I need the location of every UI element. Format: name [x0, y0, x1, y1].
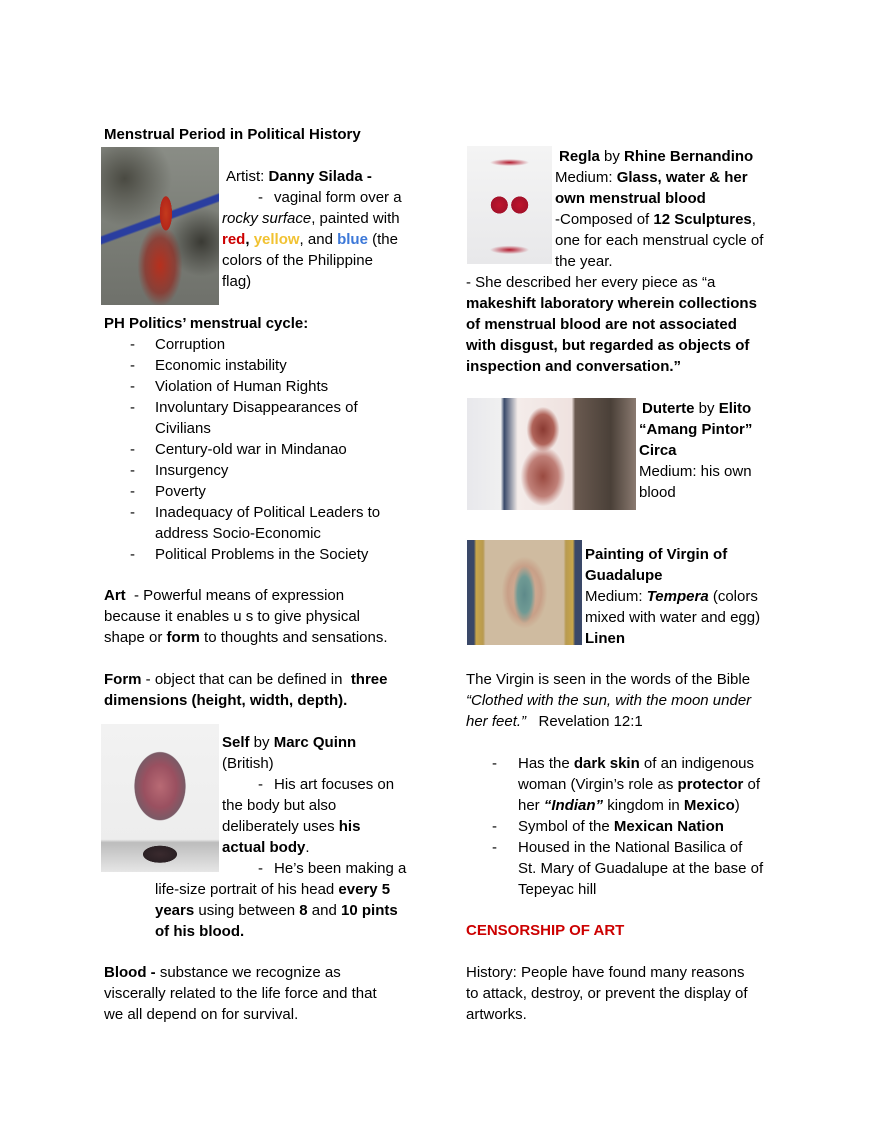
text: 12 Sculptures: [653, 211, 752, 228]
list-item: Corruption: [155, 336, 226, 353]
form-definition-line2: dimensions (height, width, depth).: [104, 692, 348, 709]
text: of: [743, 776, 761, 793]
bullet-dash: -: [130, 462, 135, 479]
text: , painted with: [311, 210, 400, 227]
duterte-painting-image: [467, 398, 636, 510]
text: of an indigenous: [639, 755, 755, 772]
virgin-quote-line1: “Clothed with the sun, with the moon under: [466, 692, 752, 709]
text: , and: [299, 231, 338, 248]
rocky-surface-text: rocky surface: [222, 210, 312, 227]
regla-quote-line: of menstrual blood are not associated: [466, 316, 737, 333]
regla-quote-line: makeshift laboratory wherein collections: [466, 295, 757, 312]
text: shape or: [104, 629, 167, 646]
list-item: Insurgency: [155, 462, 229, 479]
self-sculpture-image: [101, 724, 219, 872]
text: ,: [751, 211, 756, 228]
regla-medium-line2: own menstrual blood: [555, 190, 706, 207]
list-item: Century-old war in Mindanao: [155, 441, 347, 458]
duterte-artist-nickname: “Amang Pintor”: [639, 421, 753, 438]
duterte-circa: Circa: [639, 442, 677, 459]
virgin-quote-line2: [466, 711, 643, 732]
bible-reference: Revelation 12:1: [526, 713, 643, 730]
silada-desc-line1: vaginal form over a: [274, 189, 402, 206]
self-bullet1-line2: the body but also: [222, 797, 337, 814]
blood-definition-line2: viscerally related to the life force and that: [104, 985, 377, 1002]
artist-name: Elito: [718, 400, 752, 417]
artist-label: Artist:: [226, 168, 269, 185]
bullet-dash: -: [492, 839, 497, 856]
text: to thoughts and sensations.: [199, 629, 388, 646]
censorship-line3: artworks.: [466, 1006, 527, 1023]
bullet-dash: -: [492, 755, 497, 772]
bullet-dash: -: [130, 441, 135, 458]
self-bullet2-line1: He’s been making a: [274, 860, 407, 877]
bullet-dash: -: [130, 546, 135, 563]
self-bullet2-line2: [155, 879, 390, 900]
blood-definition-line1: [104, 962, 341, 983]
list-item-continuation: Civilians: [155, 420, 211, 437]
silada-colors-line: [222, 229, 398, 250]
text: woman (Virgin’s role as: [518, 776, 678, 793]
text: protector: [677, 776, 744, 793]
text: her: [518, 797, 544, 814]
bullet-dash: -: [258, 860, 263, 877]
regla-quote-intro: - She described her every piece as “a: [466, 274, 716, 291]
section-title: Menstrual Period in Political History: [104, 126, 361, 143]
artwork-title: Regla: [559, 148, 600, 165]
text: substance we recognize as: [155, 964, 341, 981]
text: dark skin: [573, 755, 640, 772]
text: by: [599, 148, 625, 165]
guadalupe-painting-image: [467, 540, 582, 645]
text: ): [734, 797, 740, 814]
text: ,: [245, 231, 254, 248]
guadalupe-title-line2: Guadalupe: [585, 567, 663, 584]
medium-label: Medium:: [555, 169, 617, 186]
virgin-bullet3-line1: Housed in the National Basilica of: [518, 839, 743, 856]
list-item: Political Problems in the Society: [155, 546, 369, 563]
silada-painting-image: [101, 147, 219, 305]
virgin-bullet2: [518, 816, 724, 837]
regla-quote-line: with disgust, but regarded as objects of: [466, 337, 750, 354]
list-item: Involuntary Disappearances of: [155, 399, 358, 416]
censorship-heading: CENSORSHIP OF ART: [466, 922, 625, 939]
art-definition-line1: [104, 585, 344, 606]
blood-term: Blood -: [104, 964, 156, 981]
artist-name: Danny Silada -: [268, 168, 372, 185]
bullet-dash: -: [258, 189, 263, 206]
text: by: [249, 734, 274, 751]
text: - Powerful means of expression: [125, 587, 345, 604]
regla-sculpture-image: [467, 146, 552, 264]
text: every 5: [338, 881, 391, 898]
bullet-dash: -: [130, 336, 135, 353]
form-definition-line1: [104, 669, 388, 690]
virgin-bullet1-line3: [518, 795, 740, 816]
bullet-dash: -: [130, 357, 135, 374]
text: and: [307, 902, 342, 919]
silada-desc-line4: colors of the Philippine: [222, 252, 373, 269]
virgin-bullet1-line2: [518, 774, 760, 795]
virgin-bullet1-line1: [518, 753, 754, 774]
color-yellow-word: yellow: [253, 231, 300, 248]
regla-quote-line: inspection and conversation.”: [466, 358, 682, 375]
guadalupe-support: Linen: [585, 630, 625, 647]
regla-composed-line: [555, 209, 756, 230]
text: (colors: [708, 588, 758, 605]
list-item: Poverty: [155, 483, 206, 500]
artist-name: Marc Quinn: [273, 734, 357, 751]
bullet-dash: -: [130, 504, 135, 521]
virgin-bullet3-line3: Tepeyac hill: [518, 881, 597, 898]
text: his: [338, 818, 361, 835]
bullet-dash: -: [130, 399, 135, 416]
list-item-continuation: address Socio-Economic: [155, 525, 321, 542]
text: Mexico: [683, 797, 735, 814]
silada-desc-line2: [222, 208, 400, 229]
regla-line5: one for each menstrual cycle of: [555, 232, 764, 249]
text: Symbol of the: [518, 818, 614, 835]
regla-title-line: [559, 146, 753, 167]
text: life-size portrait of his head: [155, 881, 339, 898]
virgin-line1: The Virgin is seen in the words of the Bible: [466, 671, 751, 688]
list-item: Economic instability: [155, 357, 287, 374]
self-title-line: [222, 732, 356, 753]
form-word: form: [166, 629, 200, 646]
self-bullet2-line3: [155, 900, 398, 921]
text: 8: [299, 902, 308, 919]
regla-medium-line1: [555, 167, 748, 188]
tempera-word: Tempera: [646, 588, 709, 605]
self-bullet1-line4: [222, 837, 310, 858]
guadalupe-medium-line1: [585, 586, 758, 607]
self-bullet1-line1: His art focuses on: [274, 776, 395, 793]
virgin-bullet3-line2: St. Mary of Guadalupe at the base of: [518, 860, 764, 877]
text: by: [694, 400, 719, 417]
art-definition-line3: [104, 627, 388, 648]
actual-body-text: actual body: [222, 839, 306, 856]
text: “Indian”: [543, 797, 604, 814]
text: kingdom in: [603, 797, 684, 814]
bullet-dash: -: [130, 483, 135, 500]
list-item: Inadequacy of Political Leaders to: [155, 504, 381, 521]
guadalupe-title-line1: Painting of Virgin of: [585, 546, 728, 563]
form-term: Form: [104, 671, 142, 688]
self-bullet1-line3: [222, 816, 360, 837]
silada-artist-line: [226, 166, 372, 187]
text: years: [155, 902, 195, 919]
text: deliberately uses: [222, 818, 339, 835]
silada-desc-line5: flag): [222, 273, 252, 290]
guadalupe-medium-line2: mixed with water and egg): [585, 609, 761, 626]
blood-definition-line3: we all depend on for survival.: [104, 1006, 299, 1023]
color-blue-word: blue: [337, 231, 368, 248]
text: Mexican Nation: [613, 818, 724, 835]
bullet-dash: -: [258, 776, 263, 793]
duterte-medium-line2: blood: [639, 484, 676, 501]
medium-label: Medium:: [585, 588, 647, 605]
self-nationality: (British): [222, 755, 274, 772]
text: .: [305, 839, 310, 856]
color-red-word: red: [222, 231, 246, 248]
censorship-line2: to attack, destroy, or prevent the display of: [466, 985, 748, 1002]
duterte-medium-line1: Medium: his own: [639, 463, 752, 480]
artwork-title: Self: [222, 734, 250, 751]
self-bullet2-line4: of his blood.: [155, 923, 245, 940]
text: (the: [367, 231, 398, 248]
bullet-dash: -: [492, 818, 497, 835]
text: Glass, water & her: [616, 169, 748, 186]
duterte-title-line: [642, 398, 751, 419]
art-definition-line2: because it enables u s to give physical: [104, 608, 360, 625]
bullet-dash: -: [130, 378, 135, 395]
text: her feet.”: [466, 713, 527, 730]
text: using between: [194, 902, 300, 919]
artwork-title: Duterte: [642, 400, 695, 417]
three-word: three: [350, 671, 388, 688]
text: 10 pints: [341, 902, 398, 919]
art-term: Art: [104, 587, 126, 604]
text: -Composed of: [555, 211, 654, 228]
politics-heading: PH Politics’ menstrual cycle:: [104, 315, 309, 332]
artist-name: Rhine Bernandino: [624, 148, 754, 165]
censorship-line1: History: People have found many reasons: [466, 964, 745, 981]
regla-line6: the year.: [555, 253, 613, 270]
text: - object that can be defined in: [141, 671, 351, 688]
list-item: Violation of Human Rights: [155, 378, 329, 395]
text: Has the: [518, 755, 574, 772]
